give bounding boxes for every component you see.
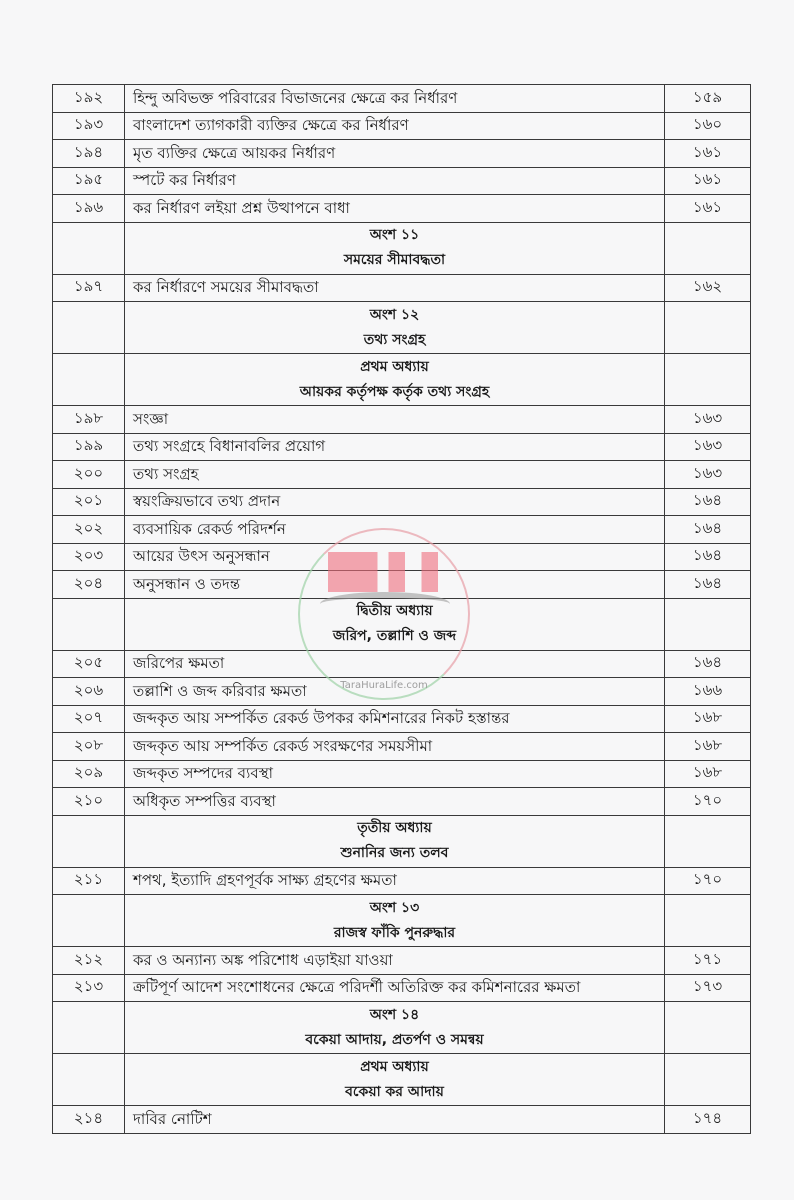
table-row — [53, 974, 751, 1002]
section-title: স্পটে কর নির্ধারণ — [125, 167, 665, 195]
table-row — [53, 488, 751, 516]
table-row — [53, 516, 751, 544]
heading-line: অংশ ১১ — [369, 227, 420, 243]
section-title: কর নির্ধারণ লইয়া প্রশ্ন উত্থাপনে বাধা — [125, 195, 665, 223]
section-number: ১৯৭ — [53, 274, 125, 302]
section-title: ব্যবসায়িক রেকর্ড পরিদর্শন — [125, 516, 665, 544]
page-number: ১৬৪ — [665, 650, 751, 678]
heading-row — [53, 354, 751, 406]
table-row — [53, 85, 751, 113]
heading-row — [53, 222, 751, 274]
table-row — [53, 195, 751, 223]
section-title: মৃত ব্যক্তির ক্ষেত্রে আয়কর নির্ধারণ — [125, 140, 665, 168]
table-row — [53, 1106, 751, 1134]
section-number: ২০৮ — [53, 733, 125, 761]
table-row — [53, 461, 751, 489]
table-row — [53, 571, 751, 599]
page-number: ১৬৪ — [665, 516, 751, 544]
empty-cell — [665, 1054, 751, 1106]
section-title: অধিকৃত সম্পত্তির ব্যবস্থা — [125, 788, 665, 816]
table-row — [53, 650, 751, 678]
section-title: স্বয়ংক্রিয়ভাবে তথ্য প্রদান — [125, 488, 665, 516]
heading-line: অংশ ১৪ — [369, 1006, 420, 1023]
table-row — [53, 140, 751, 168]
section-heading — [125, 815, 665, 867]
section-number: ১৯৮ — [53, 406, 125, 434]
heading-row — [53, 598, 751, 650]
table-row — [53, 433, 751, 461]
heading-line: বকেয়া আদায়, প্রতর্পণ ও সমন্বয় — [305, 1031, 484, 1048]
empty-cell — [665, 895, 751, 947]
section-title: অনুসন্ধান ও তদন্ত — [125, 571, 665, 599]
watermark-site: TaraHuraLife.com — [340, 680, 428, 691]
table-row — [53, 867, 751, 895]
section-heading — [125, 354, 665, 406]
section-title: হিন্দু অবিভক্ত পরিবারের বিভাজনের ক্ষেত্রে কর নির্ধারণ — [125, 85, 665, 113]
section-number: ১৯২ — [53, 85, 125, 113]
table-row — [53, 733, 751, 761]
section-title: বাংলাদেশ ত্যাগকারী ব্যক্তির ক্ষেত্রে কর নির্ধারণ — [125, 112, 665, 140]
section-heading — [125, 222, 665, 274]
section-number: ২০৫ — [53, 650, 125, 678]
heading-line: রাজস্ব ফাঁকি পুনরুদ্ধার — [333, 924, 456, 941]
page-number: ১৭০ — [665, 788, 751, 816]
section-number: ১৯৬ — [53, 195, 125, 223]
heading-row — [53, 1002, 751, 1054]
empty-cell — [53, 598, 125, 650]
page-number: ১৬৪ — [665, 488, 751, 516]
heading-line: সময়ের সীমাবদ্ধতা — [343, 252, 446, 268]
contents-table — [52, 84, 751, 1134]
section-number: ১৯৯ — [53, 433, 125, 461]
heading-line: তৃতীয় অধ্যায় — [357, 820, 432, 836]
section-number: ১৯৩ — [53, 112, 125, 140]
section-title: জব্দকৃত সম্পদের ব্যবস্থা — [125, 760, 665, 788]
table-row — [53, 678, 751, 706]
page-number: ১৬৩ — [665, 406, 751, 434]
empty-cell — [53, 302, 125, 354]
table-row — [53, 274, 751, 302]
heading-line: শুনানির জন্য তলব — [340, 845, 449, 861]
empty-cell — [665, 598, 751, 650]
heading-row — [53, 815, 751, 867]
heading-line: বকেয়া কর আদায় — [345, 1083, 444, 1100]
section-title: শপথ, ইত্যাদি গ্রহণপূর্বক সাক্ষ্য গ্রহণের ক্ষমতা — [125, 867, 665, 895]
table-row — [53, 543, 751, 571]
section-title: সংজ্ঞা — [125, 406, 665, 434]
page-number: ১৬৮ — [665, 733, 751, 761]
heading-line: প্রথম অধ্যায় — [360, 1058, 429, 1075]
empty-cell — [53, 354, 125, 406]
page-number: ১৭১ — [665, 947, 751, 975]
empty-cell — [665, 1002, 751, 1054]
page-number: ১৬৩ — [665, 461, 751, 489]
page-number: ১৬২ — [665, 274, 751, 302]
section-title: আয়ের উৎস অনুসন্ধান — [125, 543, 665, 571]
section-number: ২১৩ — [53, 974, 125, 1002]
section-number: ২১২ — [53, 947, 125, 975]
section-heading — [125, 895, 665, 947]
empty-cell — [665, 302, 751, 354]
section-number: ২০৩ — [53, 543, 125, 571]
section-title: কর নির্ধারণে সময়ের সীমাবদ্ধতা — [125, 274, 665, 302]
section-title: জব্দকৃত আয় সম্পর্কিত রেকর্ড উপকর কমিশনারের নিকট হস্তান্তর — [125, 705, 665, 733]
heading-line: জরিপ, তল্লাশি ও জব্দ — [332, 628, 457, 644]
section-title: তথ্য সংগ্রহে বিধানাবলির প্রয়োগ — [125, 433, 665, 461]
section-number: ২০২ — [53, 516, 125, 544]
empty-cell — [665, 815, 751, 867]
page-number: ১৬১ — [665, 167, 751, 195]
page-number: ১৬০ — [665, 112, 751, 140]
empty-cell — [665, 354, 751, 406]
table-row — [53, 112, 751, 140]
section-title: ক্রটিপূর্ণ আদেশ সংশোধনের ক্ষেত্রে পরিদর্শী অতিরিক্ত কর কমিশনারের ক্ষমতা — [125, 974, 665, 1002]
table-row — [53, 167, 751, 195]
heading-line: প্রথম অধ্যায় — [360, 358, 429, 375]
table-row — [53, 705, 751, 733]
table-row — [53, 760, 751, 788]
section-title: তল্লাশি ও জব্দ করিবার ক্ষমতা — [125, 678, 665, 706]
empty-cell — [53, 895, 125, 947]
page-number: ১৬৪ — [665, 543, 751, 571]
section-title: কর ও অন্যান্য অঙ্ক পরিশোধ এড়াইয়া যাওয়া — [125, 947, 665, 975]
empty-cell — [665, 222, 751, 274]
heading-line: দ্বিতীয় অধ্যায় — [356, 603, 433, 619]
section-number: ২১০ — [53, 788, 125, 816]
empty-cell — [53, 222, 125, 274]
page-number: ১৬৪ — [665, 571, 751, 599]
empty-cell — [53, 815, 125, 867]
page-number: ১৫৯ — [665, 85, 751, 113]
heading-row — [53, 302, 751, 354]
table-row — [53, 788, 751, 816]
section-number: ২১১ — [53, 867, 125, 895]
section-heading — [125, 598, 665, 650]
section-number: ২১৪ — [53, 1106, 125, 1134]
section-heading — [125, 302, 665, 354]
heading-line: অংশ ১৩ — [369, 899, 420, 916]
page-number: ১৭০ — [665, 867, 751, 895]
table-row — [53, 406, 751, 434]
section-number: ২০০ — [53, 461, 125, 489]
section-heading — [125, 1002, 665, 1054]
section-title: দাবির নোটিশ — [125, 1106, 665, 1134]
section-number: ২০৯ — [53, 760, 125, 788]
heading-row — [53, 1054, 751, 1106]
section-number: ২০১ — [53, 488, 125, 516]
section-title: জরিপের ক্ষমতা — [125, 650, 665, 678]
page-number: ১৬১ — [665, 195, 751, 223]
page-number: ১৭৪ — [665, 1106, 751, 1134]
section-number: ২০৬ — [53, 678, 125, 706]
section-heading — [125, 1054, 665, 1106]
section-number: ১৯৪ — [53, 140, 125, 168]
section-number: ২০৪ — [53, 571, 125, 599]
page-number: ১৬৮ — [665, 705, 751, 733]
page-number: ১৬৬ — [665, 678, 751, 706]
page-number: ১৬৩ — [665, 433, 751, 461]
empty-cell — [53, 1054, 125, 1106]
table-row — [53, 947, 751, 975]
page-number: ১৭৩ — [665, 974, 751, 1002]
section-title: তথ্য সংগ্রহ — [125, 461, 665, 489]
section-number: ১৯৫ — [53, 167, 125, 195]
heading-line: অংশ ১২ — [369, 306, 420, 323]
page-number: ১৬১ — [665, 140, 751, 168]
section-number: ২০৭ — [53, 705, 125, 733]
empty-cell — [53, 1002, 125, 1054]
heading-line: তথ্য সংগ্রহ — [363, 331, 426, 348]
heading-line: আয়কর কর্তৃপক্ষ কর্তৃক তথ্য সংগ্রহ — [299, 383, 490, 400]
section-title: জব্দকৃত আয় সম্পর্কিত রেকর্ড সংরক্ষণের সময়সীমা — [125, 733, 665, 761]
heading-row — [53, 895, 751, 947]
page-number: ১৬৮ — [665, 760, 751, 788]
